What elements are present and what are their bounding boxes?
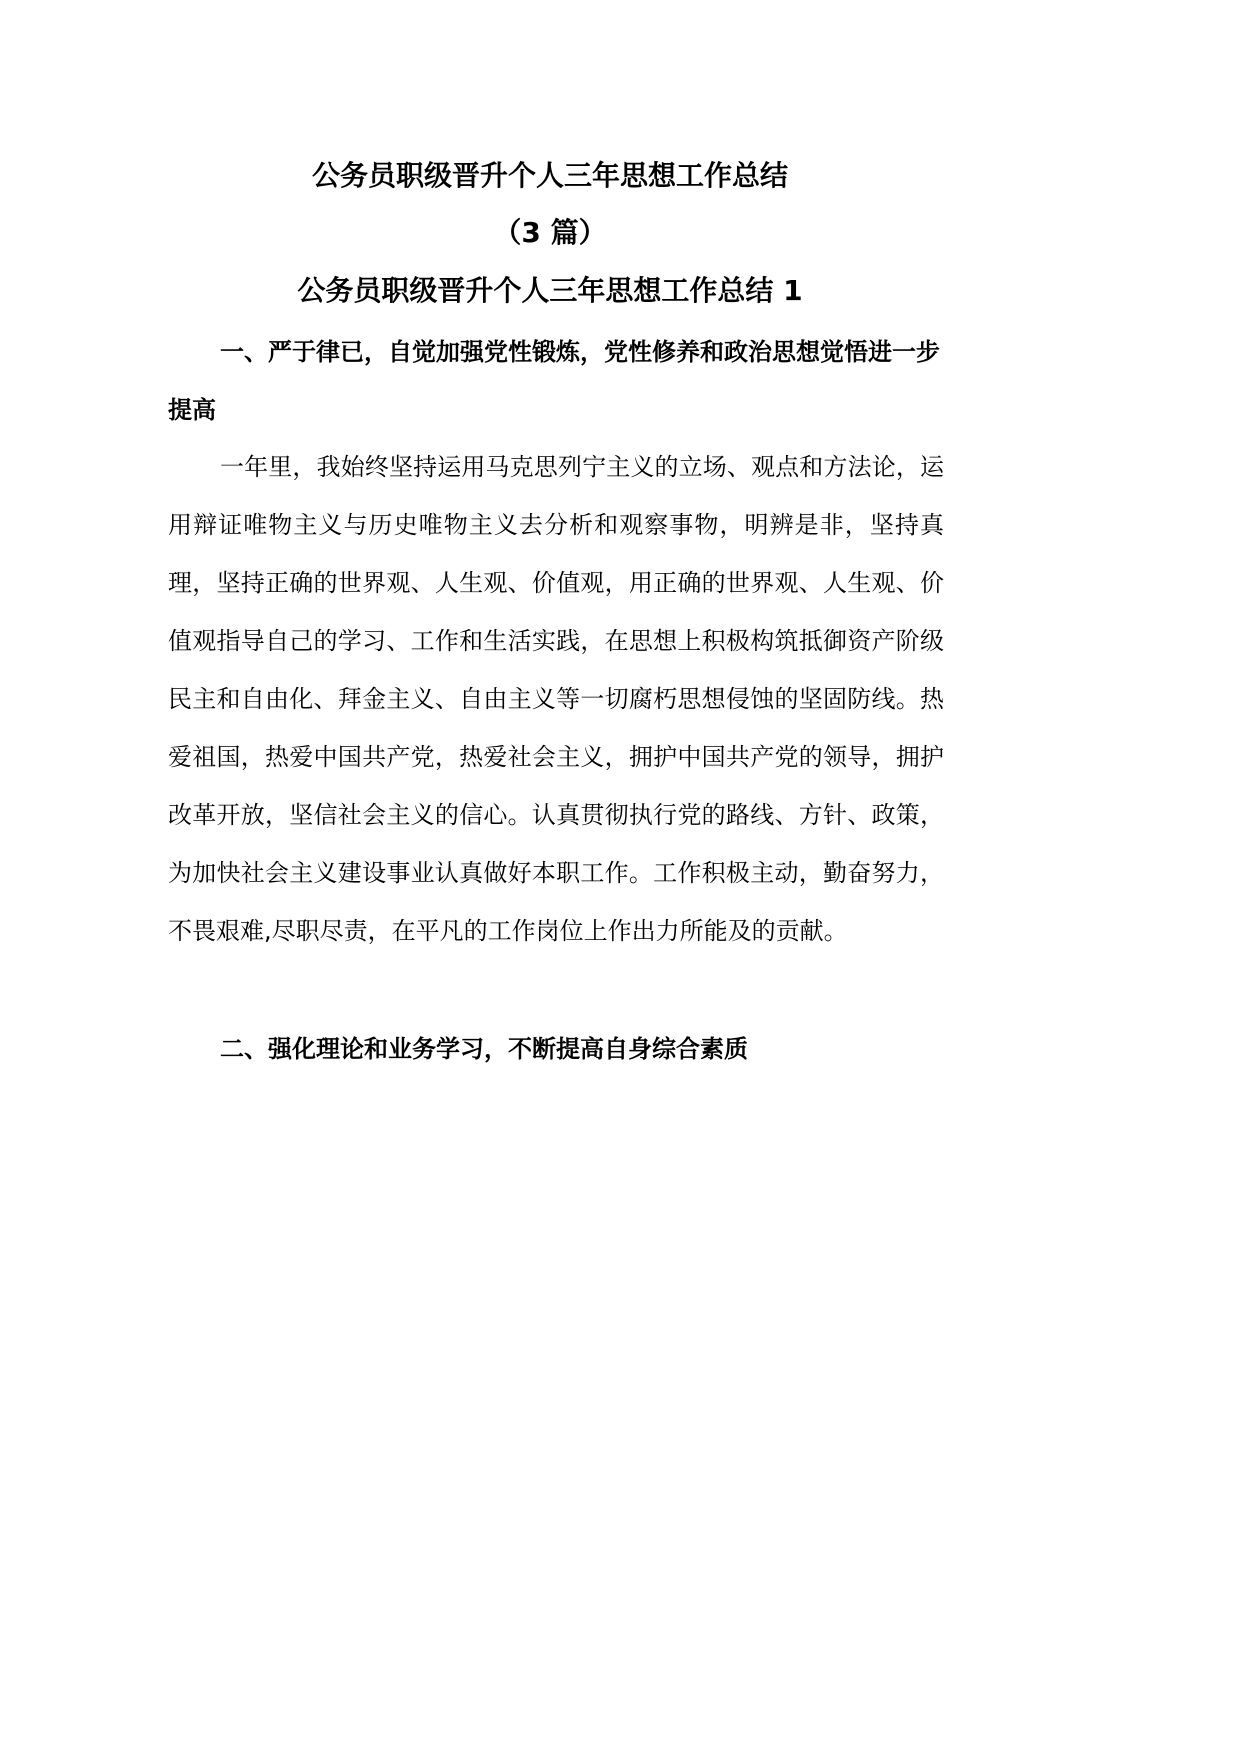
document-subtitle: 公务员职级晋升个人三年思想工作总结 1 — [297, 274, 803, 307]
document-title: 公务员职级晋升个人三年思想工作总结 — [311, 159, 788, 192]
document-title-count: （3 篇） — [493, 216, 607, 249]
section-2-heading: 二、强化理论和业务学习，不断提高自身综合素质 — [220, 1035, 748, 1063]
section-1-heading: 一、严于律已，自觉加强党性锻炼，党性修养和政治思想觉悟进一步提高 — [168, 338, 940, 424]
section-1-body: 一年里，我始终坚持运用马克思列宁主义的立场、观点和方法论，运用辩证唯物主义与历史唯物主义去分析和观察事物，明辨是非，坚持真理，坚持正确的世界观、人生观、价值观，用正确的世界观、人生观、价值观指导自己的学习、工作和生活实践，在思想上积极构筑抵御资产阶级民主和自由化、拜金主义、自由主义等一切腐朽思想侵蚀的坚固防线。热爱祖国，热爱中国共产党，热爱社会主义，拥护中国共产党的领导，拥护改革开放，坚信社会主义的信心。认真贯彻执行党的路线、方针、政策，为加快社会主义建设事业认真做好本职工作。工作积极主动，勤奋努力，不畏艰难,尽职尽责，在平凡的工作岗位上作出力所能及的贡献。 — [168, 453, 944, 945]
